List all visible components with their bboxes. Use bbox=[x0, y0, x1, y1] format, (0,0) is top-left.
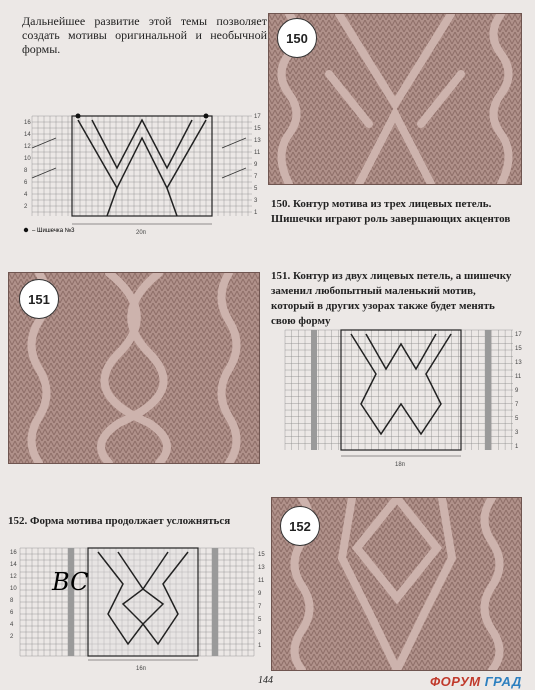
row-num: 2 bbox=[10, 634, 14, 640]
row-num: 17 bbox=[515, 332, 522, 338]
chart-150 bbox=[22, 108, 267, 248]
caption-151: 151. Контур из двух лицевых петель, а шишечку заменил любопытный маленький мотив, который в других узорах также будет менять свою форму bbox=[271, 270, 512, 327]
page-number: 144 bbox=[258, 675, 273, 686]
row-num: 9 bbox=[258, 591, 262, 597]
pattern-number-badge-150: 150 bbox=[277, 18, 317, 58]
row-num: 5 bbox=[254, 186, 258, 192]
row-num: 9 bbox=[515, 388, 519, 394]
bobble-legend-icon bbox=[24, 228, 28, 232]
row-num: 3 bbox=[254, 198, 258, 204]
intro-text: Дальнейшее развитие этой темы позволяет создать мотивы оригинальной и необычной формы. bbox=[22, 14, 267, 56]
row-num: 7 bbox=[258, 604, 262, 610]
row-num: 10 bbox=[10, 586, 17, 592]
handwritten-mark: BC bbox=[52, 568, 89, 596]
row-num: 15 bbox=[258, 552, 265, 558]
row-num: 11 bbox=[258, 578, 265, 584]
row-num: 14 bbox=[10, 562, 17, 568]
row-num: 3 bbox=[515, 430, 519, 436]
row-num: 13 bbox=[515, 360, 522, 366]
row-num: 15 bbox=[254, 126, 261, 132]
width-label-150: 20п bbox=[136, 230, 146, 236]
row-num: 10 bbox=[24, 156, 31, 162]
pattern-number-badge-151: 151 bbox=[19, 279, 59, 319]
watermark-part2: ГРАД bbox=[484, 674, 522, 689]
row-num: 11 bbox=[515, 374, 522, 380]
row-num: 12 bbox=[10, 574, 17, 580]
knit-photo-152 bbox=[271, 497, 522, 671]
row-num: 11 bbox=[254, 150, 261, 156]
row-num: 16 bbox=[24, 120, 31, 126]
caption-150: 150. Контур мотива из трех лицевых петель. Шишечки играют роль завершающих акцентов bbox=[271, 198, 511, 225]
row-num: 1 bbox=[258, 643, 262, 649]
row-num: 15 bbox=[515, 346, 522, 352]
width-label-151: 18п bbox=[395, 462, 405, 468]
watermark-part1: ФОРУМ bbox=[430, 674, 485, 689]
row-num: 5 bbox=[258, 617, 262, 623]
row-num: 8 bbox=[10, 598, 14, 604]
row-num: 12 bbox=[24, 144, 31, 150]
row-num: 17 bbox=[254, 114, 261, 120]
row-num: 9 bbox=[254, 162, 258, 168]
row-num: 14 bbox=[24, 132, 31, 138]
row-num: 7 bbox=[254, 174, 258, 180]
row-num: 7 bbox=[515, 402, 519, 408]
knit-photo-151 bbox=[8, 272, 260, 464]
row-num: 5 bbox=[515, 416, 519, 422]
caption-152: 152. Форма мотива продолжает усложняться bbox=[8, 515, 231, 527]
row-num: 13 bbox=[254, 138, 261, 144]
chart-151 bbox=[271, 324, 525, 472]
watermark bbox=[430, 674, 522, 689]
row-num: 8 bbox=[24, 168, 28, 174]
chart-152 bbox=[8, 544, 270, 674]
width-label-152: 16п bbox=[136, 666, 146, 672]
pattern-number-badge-152: 152 bbox=[280, 506, 320, 546]
knit-photo-150 bbox=[268, 13, 522, 185]
row-num: 6 bbox=[10, 610, 14, 616]
row-num: 3 bbox=[258, 630, 262, 636]
row-num: 4 bbox=[10, 622, 14, 628]
row-num: 2 bbox=[24, 204, 28, 210]
row-num: 1 bbox=[515, 444, 519, 450]
row-num: 16 bbox=[10, 550, 17, 556]
row-num: 6 bbox=[24, 180, 28, 186]
legend-text: – Шишечка №3 bbox=[32, 228, 75, 234]
row-num: 1 bbox=[254, 210, 258, 216]
row-num: 13 bbox=[258, 565, 265, 571]
row-num: 4 bbox=[24, 192, 28, 198]
